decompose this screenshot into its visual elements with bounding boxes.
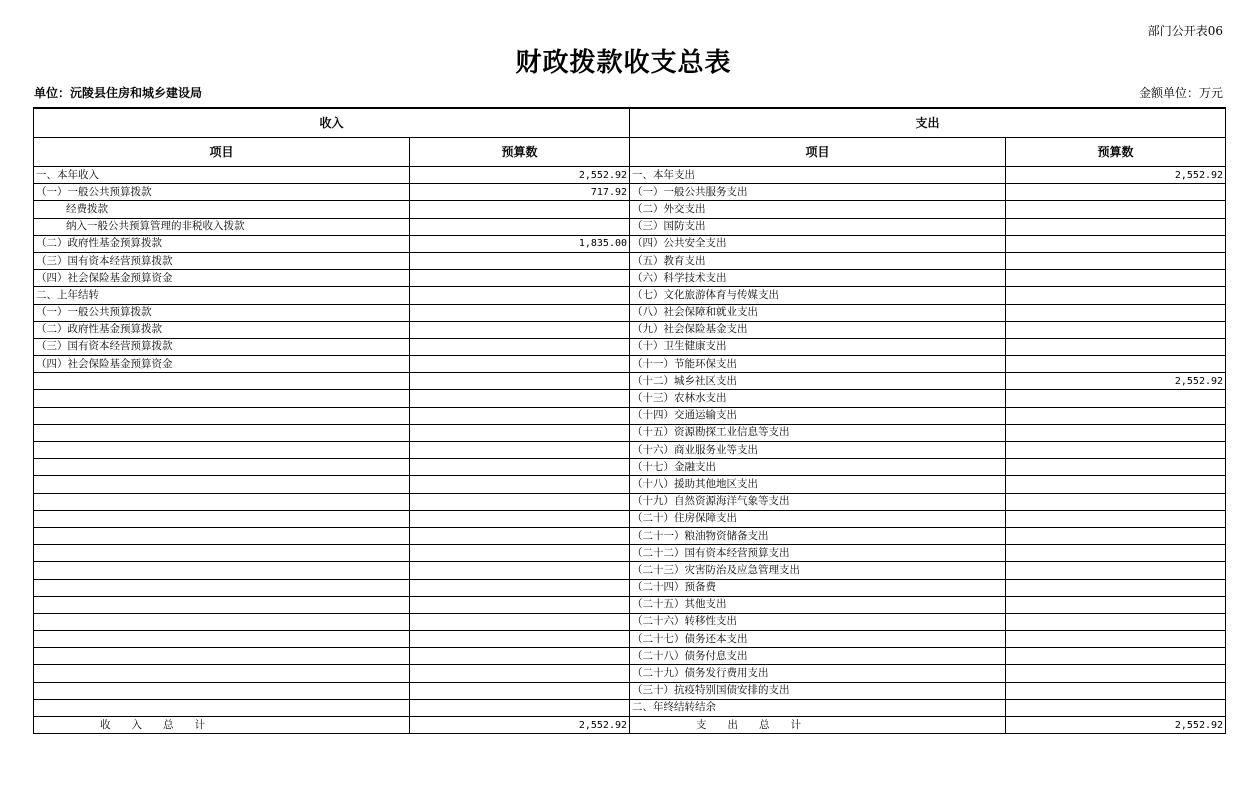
income-value-cell [410,579,630,596]
unit-label: 单位：沅陵县住房和城乡建设局 [34,86,203,100]
income-item-cell [34,424,410,441]
expense-value-cell [1006,613,1226,630]
expense-value-cell [1006,527,1226,544]
amount-unit-label: 金额单位：万元 [1138,86,1223,100]
expense-item-cell: （二十八）债务付息支出 [630,648,1006,665]
expense-item-cell: （二）外交支出 [630,201,1006,218]
total-row [34,717,1226,734]
expense-value-cell [1006,579,1226,596]
table-row [34,321,1226,338]
income-item-header: 项目 [34,138,410,167]
expense-item-header: 项目 [630,138,1006,167]
income-value-cell [410,390,630,407]
expense-value-cell [1006,476,1226,493]
expense-item-cell: （十七）金融支出 [630,459,1006,476]
income-item-cell [34,665,410,682]
expense-value-cell [1006,356,1226,373]
group-header-row [34,108,1226,138]
income-item-cell: （三）国有资本经营预算拨款 [34,338,410,355]
income-value-cell [410,304,630,321]
expense-item-cell: 一、本年支出 [630,167,1006,184]
expense-value-cell [1006,562,1226,579]
expense-value-cell [1006,596,1226,613]
table-row [34,596,1226,613]
income-value-cell [410,338,630,355]
income-total-value: 2,552.92 [410,717,630,734]
table-row [34,545,1226,562]
expense-item-cell: 二、年终结转结余 [630,699,1006,716]
expense-value-cell [1006,218,1226,235]
expense-item-cell: （三）国防支出 [630,218,1006,235]
table-row [34,424,1226,441]
expense-value-cell [1006,235,1226,252]
income-item-cell [34,631,410,648]
table-row [34,476,1226,493]
expense-item-cell: （二十四）预备费 [630,579,1006,596]
expense-value-cell [1006,407,1226,424]
table-row [34,493,1226,510]
table-row [34,201,1226,218]
table-row [34,459,1226,476]
expense-item-cell: （十九）自然资源海洋气象等支出 [630,493,1006,510]
table-row [34,442,1226,459]
expense-item-cell: （二十六）转移性支出 [630,613,1006,630]
income-item-cell [34,373,410,390]
expense-value-cell [1006,304,1226,321]
income-item-cell [34,476,410,493]
expense-value-cell [1006,493,1226,510]
income-value-cell [410,218,630,235]
income-value-cell [410,648,630,665]
income-item-cell [34,579,410,596]
income-value-cell [410,699,630,716]
income-total-label: 收 入 总 计 [34,717,410,734]
table-row [34,510,1226,527]
income-value-cell: 1,835.00 [410,235,630,252]
expense-value-cell [1006,665,1226,682]
income-value-cell [410,682,630,699]
income-item-cell: 一、本年收入 [34,167,410,184]
income-value-cell [410,270,630,287]
expense-item-cell: （九）社会保险基金支出 [630,321,1006,338]
income-value-cell [410,459,630,476]
income-item-cell: 纳入一般公共预算管理的非税收入拨款 [34,218,410,235]
income-value-cell [410,424,630,441]
income-item-cell [34,442,410,459]
expense-total-label: 支 出 总 计 [630,717,1006,734]
table-row [34,390,1226,407]
expense-item-cell: （二十三）灾害防治及应急管理支出 [630,562,1006,579]
table-row [34,270,1226,287]
expense-item-cell: （二十五）其他支出 [630,596,1006,613]
table-body [34,167,1226,717]
income-value-cell: 2,552.92 [410,167,630,184]
expense-value-cell [1006,442,1226,459]
expense-item-cell: （十二）城乡社区支出 [630,373,1006,390]
table-row [34,287,1226,304]
table-row [34,631,1226,648]
table-row [34,304,1226,321]
income-item-cell: （四）社会保险基金预算资金 [34,356,410,373]
expense-value-cell [1006,287,1226,304]
column-header-row [34,138,1226,167]
expense-item-cell: （三十）抗疫特别国债安排的支出 [630,682,1006,699]
expense-value-cell: 2,552.92 [1006,167,1226,184]
expense-value-cell [1006,699,1226,716]
income-item-cell: （四）社会保险基金预算资金 [34,270,410,287]
income-value-cell [410,510,630,527]
expense-item-cell: （十六）商业服务业等支出 [630,442,1006,459]
income-item-cell [34,545,410,562]
table-row [34,356,1226,373]
expense-value-cell [1006,459,1226,476]
expense-value-cell [1006,648,1226,665]
income-item-cell [34,459,410,476]
income-item-cell [34,613,410,630]
income-value-cell [410,665,630,682]
expense-item-cell: （十一）节能环保支出 [630,356,1006,373]
table-row [34,562,1226,579]
expense-item-cell: （二十二）国有资本经营预算支出 [630,545,1006,562]
form-code: 部门公开表06 [1147,24,1223,38]
budget-table [33,107,1226,734]
expense-item-cell: （一）一般公共服务支出 [630,184,1006,201]
expense-value-cell [1006,424,1226,441]
expense-total-value: 2,552.92 [1006,717,1226,734]
income-value-cell [410,613,630,630]
income-header: 收入 [34,108,630,138]
income-value-cell [410,321,630,338]
table-row [34,167,1226,184]
expense-value-cell [1006,545,1226,562]
income-value-cell: 717.92 [410,184,630,201]
expense-item-cell: （六）科学技术支出 [630,270,1006,287]
income-value-cell [410,287,630,304]
income-value-cell [410,201,630,218]
income-item-cell [34,493,410,510]
table-row [34,373,1226,390]
expense-item-cell: （五）教育支出 [630,252,1006,269]
income-item-cell: （二）政府性基金预算拨款 [34,235,410,252]
table-row [34,338,1226,355]
income-item-cell: （一）一般公共预算拨款 [34,184,410,201]
expense-value-cell [1006,338,1226,355]
table-row [34,252,1226,269]
expense-item-cell: （二十一）粮油物资储备支出 [630,527,1006,544]
income-value-cell [410,407,630,424]
income-item-cell [34,510,410,527]
table-row [34,235,1226,252]
expense-item-cell: （十五）资源勘探工业信息等支出 [630,424,1006,441]
expense-value-cell [1006,201,1226,218]
income-value-cell [410,631,630,648]
expense-value-cell [1006,321,1226,338]
expense-value-cell [1006,184,1226,201]
expense-item-cell: （十八）援助其他地区支出 [630,476,1006,493]
income-value-cell [410,356,630,373]
expense-value-cell: 2,552.92 [1006,373,1226,390]
income-item-cell [34,527,410,544]
table-row [34,579,1226,596]
table-row [34,699,1226,716]
income-value-cell [410,527,630,544]
expense-value-cell [1006,390,1226,407]
income-item-cell [34,682,410,699]
expense-budget-header: 预算数 [1006,138,1226,167]
income-item-cell: （二）政府性基金预算拨款 [34,321,410,338]
income-value-cell [410,373,630,390]
expense-item-cell: （四）公共安全支出 [630,235,1006,252]
income-value-cell [410,442,630,459]
expense-item-cell: （十）卫生健康支出 [630,338,1006,355]
expense-item-cell: （七）文化旅游体育与传媒支出 [630,287,1006,304]
income-item-cell [34,699,410,716]
income-item-cell: 经费拨款 [34,201,410,218]
income-item-cell [34,648,410,665]
expense-item-cell: （二十）住房保障支出 [630,510,1006,527]
income-value-cell [410,493,630,510]
table-row [34,665,1226,682]
income-item-cell [34,390,410,407]
table-row [34,218,1226,235]
expense-value-cell [1006,252,1226,269]
income-value-cell [410,596,630,613]
expense-value-cell [1006,270,1226,287]
income-value-cell [410,562,630,579]
table-row [34,613,1226,630]
table-row [34,527,1226,544]
income-budget-header: 预算数 [410,138,630,167]
table-row [34,648,1226,665]
page-title: 财政拨款收支总表 [515,48,732,78]
income-value-cell [410,545,630,562]
table-row [34,682,1226,699]
income-item-cell: （三）国有资本经营预算拨款 [34,252,410,269]
income-item-cell: 二、上年结转 [34,287,410,304]
expense-item-cell: （八）社会保障和就业支出 [630,304,1006,321]
expense-value-cell [1006,682,1226,699]
income-item-cell: （一）一般公共预算拨款 [34,304,410,321]
expense-value-cell [1006,631,1226,648]
expense-value-cell [1006,510,1226,527]
expense-item-cell: （二十九）债务发行费用支出 [630,665,1006,682]
expense-item-cell: （十三）农林水支出 [630,390,1006,407]
income-item-cell [34,596,410,613]
expense-header: 支出 [630,108,1226,138]
income-value-cell [410,252,630,269]
expense-item-cell: （十四）交通运输支出 [630,407,1006,424]
income-item-cell [34,562,410,579]
income-item-cell [34,407,410,424]
table-row [34,407,1226,424]
table-row [34,184,1226,201]
income-value-cell [410,476,630,493]
expense-item-cell: （二十七）债务还本支出 [630,631,1006,648]
